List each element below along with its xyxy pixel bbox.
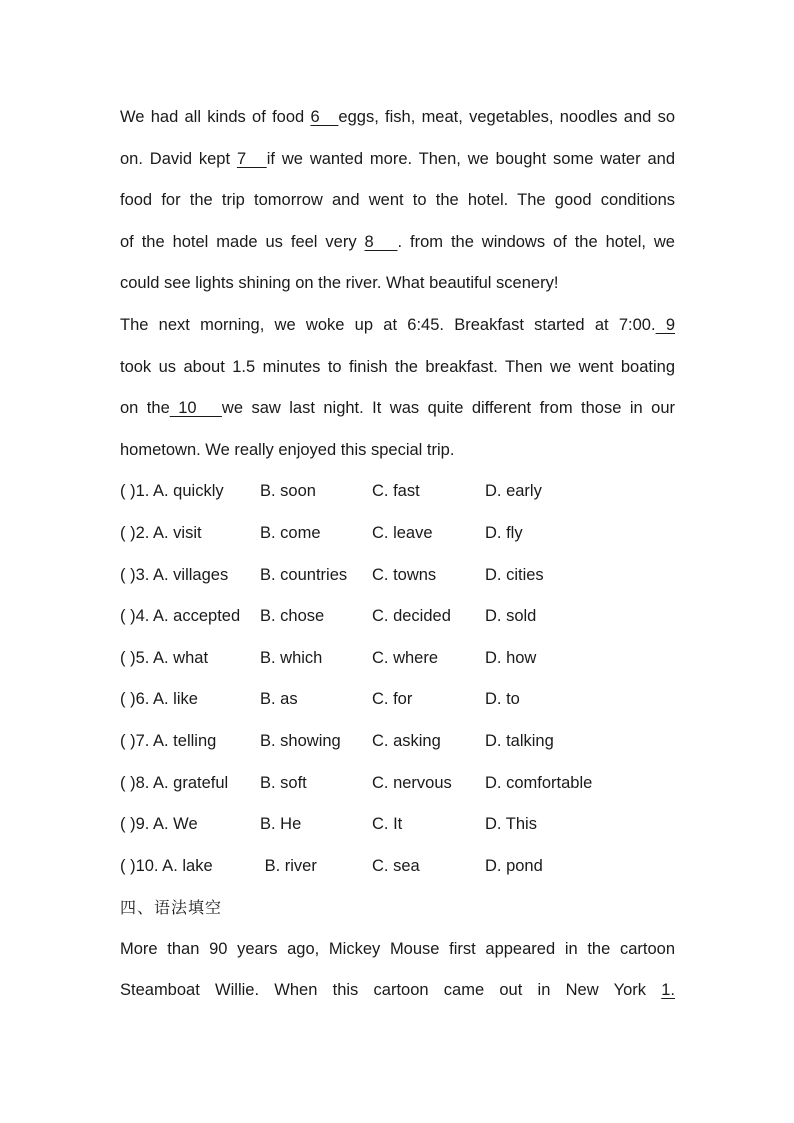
option-b: B. chose: [260, 607, 325, 626]
question-row-6: [120, 679, 675, 721]
option-c: C. sea: [372, 856, 420, 875]
text-line: More than 90 years ago, Mickey Mouse first appeared in the cartoon: [120, 939, 675, 958]
text-segment: if we wanted more. Then, we bought some water and: [266, 149, 675, 168]
option-b: B. come: [260, 523, 321, 542]
section-4-heading: 四、语法填空: [120, 898, 223, 918]
text-line: could see lights shining on the river. What beautiful scenery!: [120, 274, 559, 293]
text-segment: we saw last night. It was quite different from those in our: [221, 399, 675, 418]
question-row-5: [120, 638, 675, 680]
blank-1: 1.: [661, 981, 675, 1000]
question-row-9: [120, 804, 675, 846]
option-c: C. nervous: [372, 773, 452, 792]
option-c: C. asking: [372, 731, 441, 750]
text-line: [120, 970, 675, 1012]
option-d: D. sold: [485, 607, 537, 626]
question-number: ( )10. A. lake: [120, 856, 213, 875]
option-c: C. decided: [372, 607, 451, 626]
section-4-paragraph: [120, 929, 675, 1012]
text-segment: The next morning, we woke up at 6:45. Breakfast started at 7:00.: [120, 315, 656, 334]
text-line: food for the trip tomorrow and went to the hotel. The good conditions: [120, 191, 675, 210]
question-number: ( )6. A. like: [120, 690, 198, 709]
question-number: ( )3. A. villages: [120, 565, 229, 584]
blank-7: 7: [236, 149, 267, 168]
text-line: [120, 139, 675, 181]
option-c: C. It: [372, 815, 403, 834]
option-b: B. countries: [260, 565, 348, 584]
option-b: B. soft: [260, 773, 307, 792]
question-list: [120, 471, 675, 887]
option-d: D. This: [485, 815, 537, 834]
question-number: ( )1. A. quickly: [120, 482, 224, 501]
text-segment: of the hotel made us feel very: [120, 232, 365, 251]
question-number: ( )5. A. what: [120, 648, 209, 667]
blank-9: 9: [655, 315, 676, 334]
question-number: ( )7. A. telling: [120, 731, 217, 750]
question-row-2: [120, 513, 675, 555]
option-c: C. leave: [372, 523, 433, 542]
text-segment: . from the windows of the hotel, we: [397, 232, 675, 251]
option-d: D. pond: [485, 856, 543, 875]
text-line: [120, 388, 675, 430]
text-segment: eggs, fish, meat, vegetables, noodles and so: [338, 108, 676, 126]
text-line: took us about 1.5 minutes to finish the breakfast. Then we went boating: [120, 357, 675, 376]
option-d: D. early: [485, 482, 542, 501]
text-line: [120, 305, 675, 347]
passage-paragraph-2: [120, 305, 675, 471]
option-d: D. comfortable: [485, 773, 593, 792]
question-row-4: [120, 596, 675, 638]
question-number: ( )4. A. accepted: [120, 607, 241, 626]
text-line: [120, 222, 675, 264]
question-row-10: [120, 846, 675, 888]
question-row-7: [120, 721, 675, 763]
option-c: C. where: [372, 648, 439, 667]
document-page: [120, 97, 675, 1012]
option-b: B. showing: [260, 731, 341, 750]
blank-10: 10: [169, 399, 222, 418]
passage-paragraph-1: [120, 97, 675, 305]
option-d: D. fly: [485, 523, 523, 542]
option-d: D. how: [485, 648, 537, 667]
question-row-1: [120, 471, 675, 513]
question-row-3: [120, 555, 675, 597]
text-line: hometown. We really enjoyed this special trip.: [120, 440, 455, 459]
question-number: ( )2. A. visit: [120, 523, 202, 542]
text-segment: We had all kinds of food: [120, 108, 311, 126]
question-number: ( )8. A. grateful: [120, 773, 229, 792]
option-c: C. fast: [372, 482, 420, 501]
text-segment: Steamboat Willie. When this cartoon came out in New York: [120, 981, 662, 1000]
option-c: C. for: [372, 690, 413, 709]
text-segment: on the: [120, 399, 170, 418]
option-b: B. He: [260, 815, 302, 834]
question-row-8: [120, 763, 675, 805]
option-b: B. river: [260, 856, 317, 875]
question-number: ( )9. A. We: [120, 815, 198, 834]
option-d: D. cities: [485, 565, 544, 584]
option-b: B. which: [260, 648, 323, 667]
option-d: D. to: [485, 690, 520, 709]
option-b: B. as: [260, 690, 298, 709]
option-d: D. talking: [485, 731, 554, 750]
blank-8: 8: [364, 232, 398, 251]
option-c: C. towns: [372, 565, 437, 584]
option-b: B. soon: [260, 482, 316, 501]
blank-6: 6: [310, 108, 339, 126]
text-line: [120, 97, 675, 139]
text-segment: on. David kept: [120, 149, 237, 168]
